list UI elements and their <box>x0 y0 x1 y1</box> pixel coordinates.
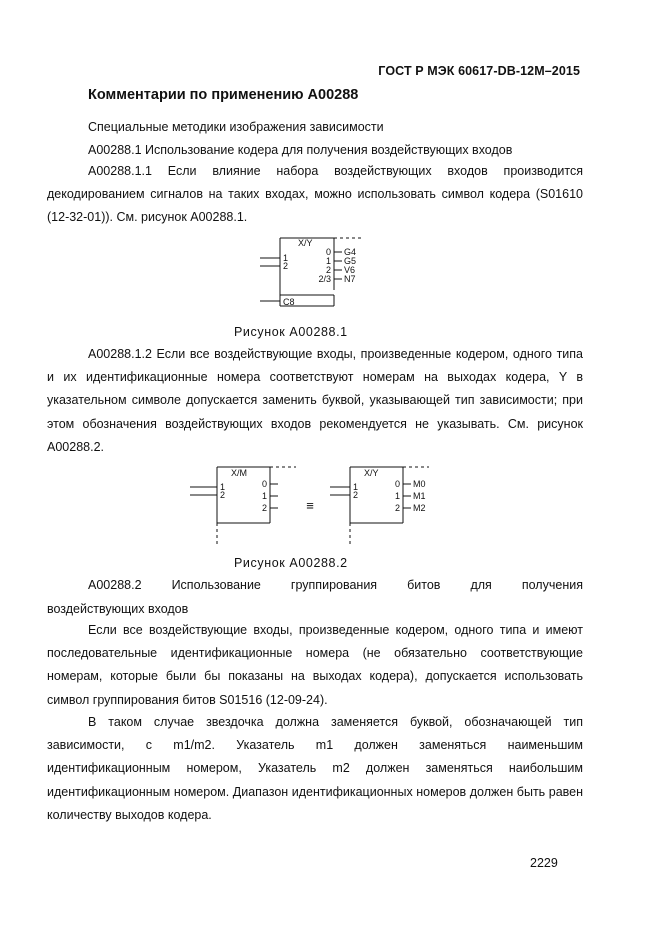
fig1-out-label-0: G4 <box>344 247 357 257</box>
item2-heading-word: для <box>470 578 492 592</box>
fig1-input-2: 2 <box>283 261 289 271</box>
fig1-out-num-3: 2/3 <box>318 274 331 284</box>
fig1-qualifier: X/Y <box>298 238 313 248</box>
item2-heading-word: A00288.2 <box>88 578 142 592</box>
fig2-equivalence-sign: ≡ <box>306 498 314 513</box>
page-number: 2229 <box>530 856 558 870</box>
page-title: Комментарии по применению A00288 <box>88 87 359 103</box>
fig2-left-qualifier: X/M <box>231 468 248 478</box>
fig2-right-out-num-2: 2 <box>394 503 400 513</box>
item2-heading-continuation: воздействующих входов <box>47 602 189 616</box>
section-heading: Специальные методики изображения зависимости <box>88 120 384 134</box>
figure-2-encoder-equivalence <box>180 459 480 551</box>
fig2-right-input-1: 1 <box>353 482 359 492</box>
document-header: ГОСТ Р МЭК 60617-DB-12M–2015 <box>378 64 580 78</box>
item2-heading-word: получения <box>521 578 583 592</box>
item12-paragraph: A00288.1.2 Если все воздействующие входы, произведенные кодером, одного типа и их идентификационные номера соответствуют номерам на выходах кодера, Y в указательном символе допускается заменить буквой, указывающей тип зависимости; при этом обозначения воздействующих входов рекомендуется не указывать. См. рисунок A00288.2. <box>47 347 583 454</box>
fig1-out-num-0: 0 <box>325 247 331 257</box>
fig2-right-input-2: 2 <box>353 490 359 500</box>
fig1-control: C8 <box>283 297 295 307</box>
item1-paragraph: A00288.1.1 Если влияние набора воздействующих входов производится декодированием сигналов на таких входах, можно использовать символ кодера (S01610 (12-32-01)). См. рисунок A00288.1. <box>47 164 583 225</box>
item2-heading-word: битов <box>407 578 441 592</box>
item2-heading <box>47 578 583 592</box>
item2-paragraph-2: В таком случае звездочка должна заменяется буквой, обозначающей тип зависимости, с m1/m2. Указатель m1 должен заменяться наименьшим идентификационным номером, Указатель m2 должен заменяться наибольшим идентификационным номером. Диапазон идентификационных номеров должен быть равен количеству выходов кодера. <box>47 715 583 822</box>
fig1-out-num-1: 1 <box>325 256 331 266</box>
item2-paragraph-1: Если все воздействующие входы, произведенные кодером, одного типа и имеют последовательные идентификационные номера (не обязательно соответствующие номерам, которые были бы показаны на выходах кодера), допускается использовать символ группирования битов S01516 (12-09-24). <box>47 623 583 707</box>
fig2-left-out-2: 2 <box>261 503 267 513</box>
fig1-out-label-2: V6 <box>344 265 356 275</box>
fig1-out-label-3: N7 <box>344 274 356 284</box>
item1-heading: A00288.1 Использование кодера для получения воздействующих входов <box>88 143 513 157</box>
fig2-right-out-label-2: M2 <box>413 503 426 513</box>
figure-1-encoder-symbol <box>250 234 370 314</box>
fig2-right-out-label-1: M1 <box>413 491 426 501</box>
fig2-right-out-num-1: 1 <box>394 491 400 501</box>
fig2-right-out-num-0: 0 <box>394 479 400 489</box>
item2-heading-word: группирования <box>290 578 378 592</box>
fig2-left-input-2: 2 <box>220 490 226 500</box>
fig1-input-1: 1 <box>283 253 289 263</box>
fig2-right-qualifier: X/Y <box>364 468 379 478</box>
figure-1-caption: Рисунок A00288.1 <box>234 325 348 339</box>
fig1-out-label-1: G5 <box>344 256 357 266</box>
figure-2-caption: Рисунок A00288.2 <box>234 556 348 570</box>
fig2-left-out-1: 1 <box>261 491 267 501</box>
item2-heading-word: Использование <box>171 578 261 592</box>
fig2-left-input-1: 1 <box>220 482 226 492</box>
fig2-left-out-0: 0 <box>261 479 267 489</box>
fig1-out-num-2: 2 <box>325 265 331 275</box>
fig2-right-out-label-0: M0 <box>413 479 426 489</box>
